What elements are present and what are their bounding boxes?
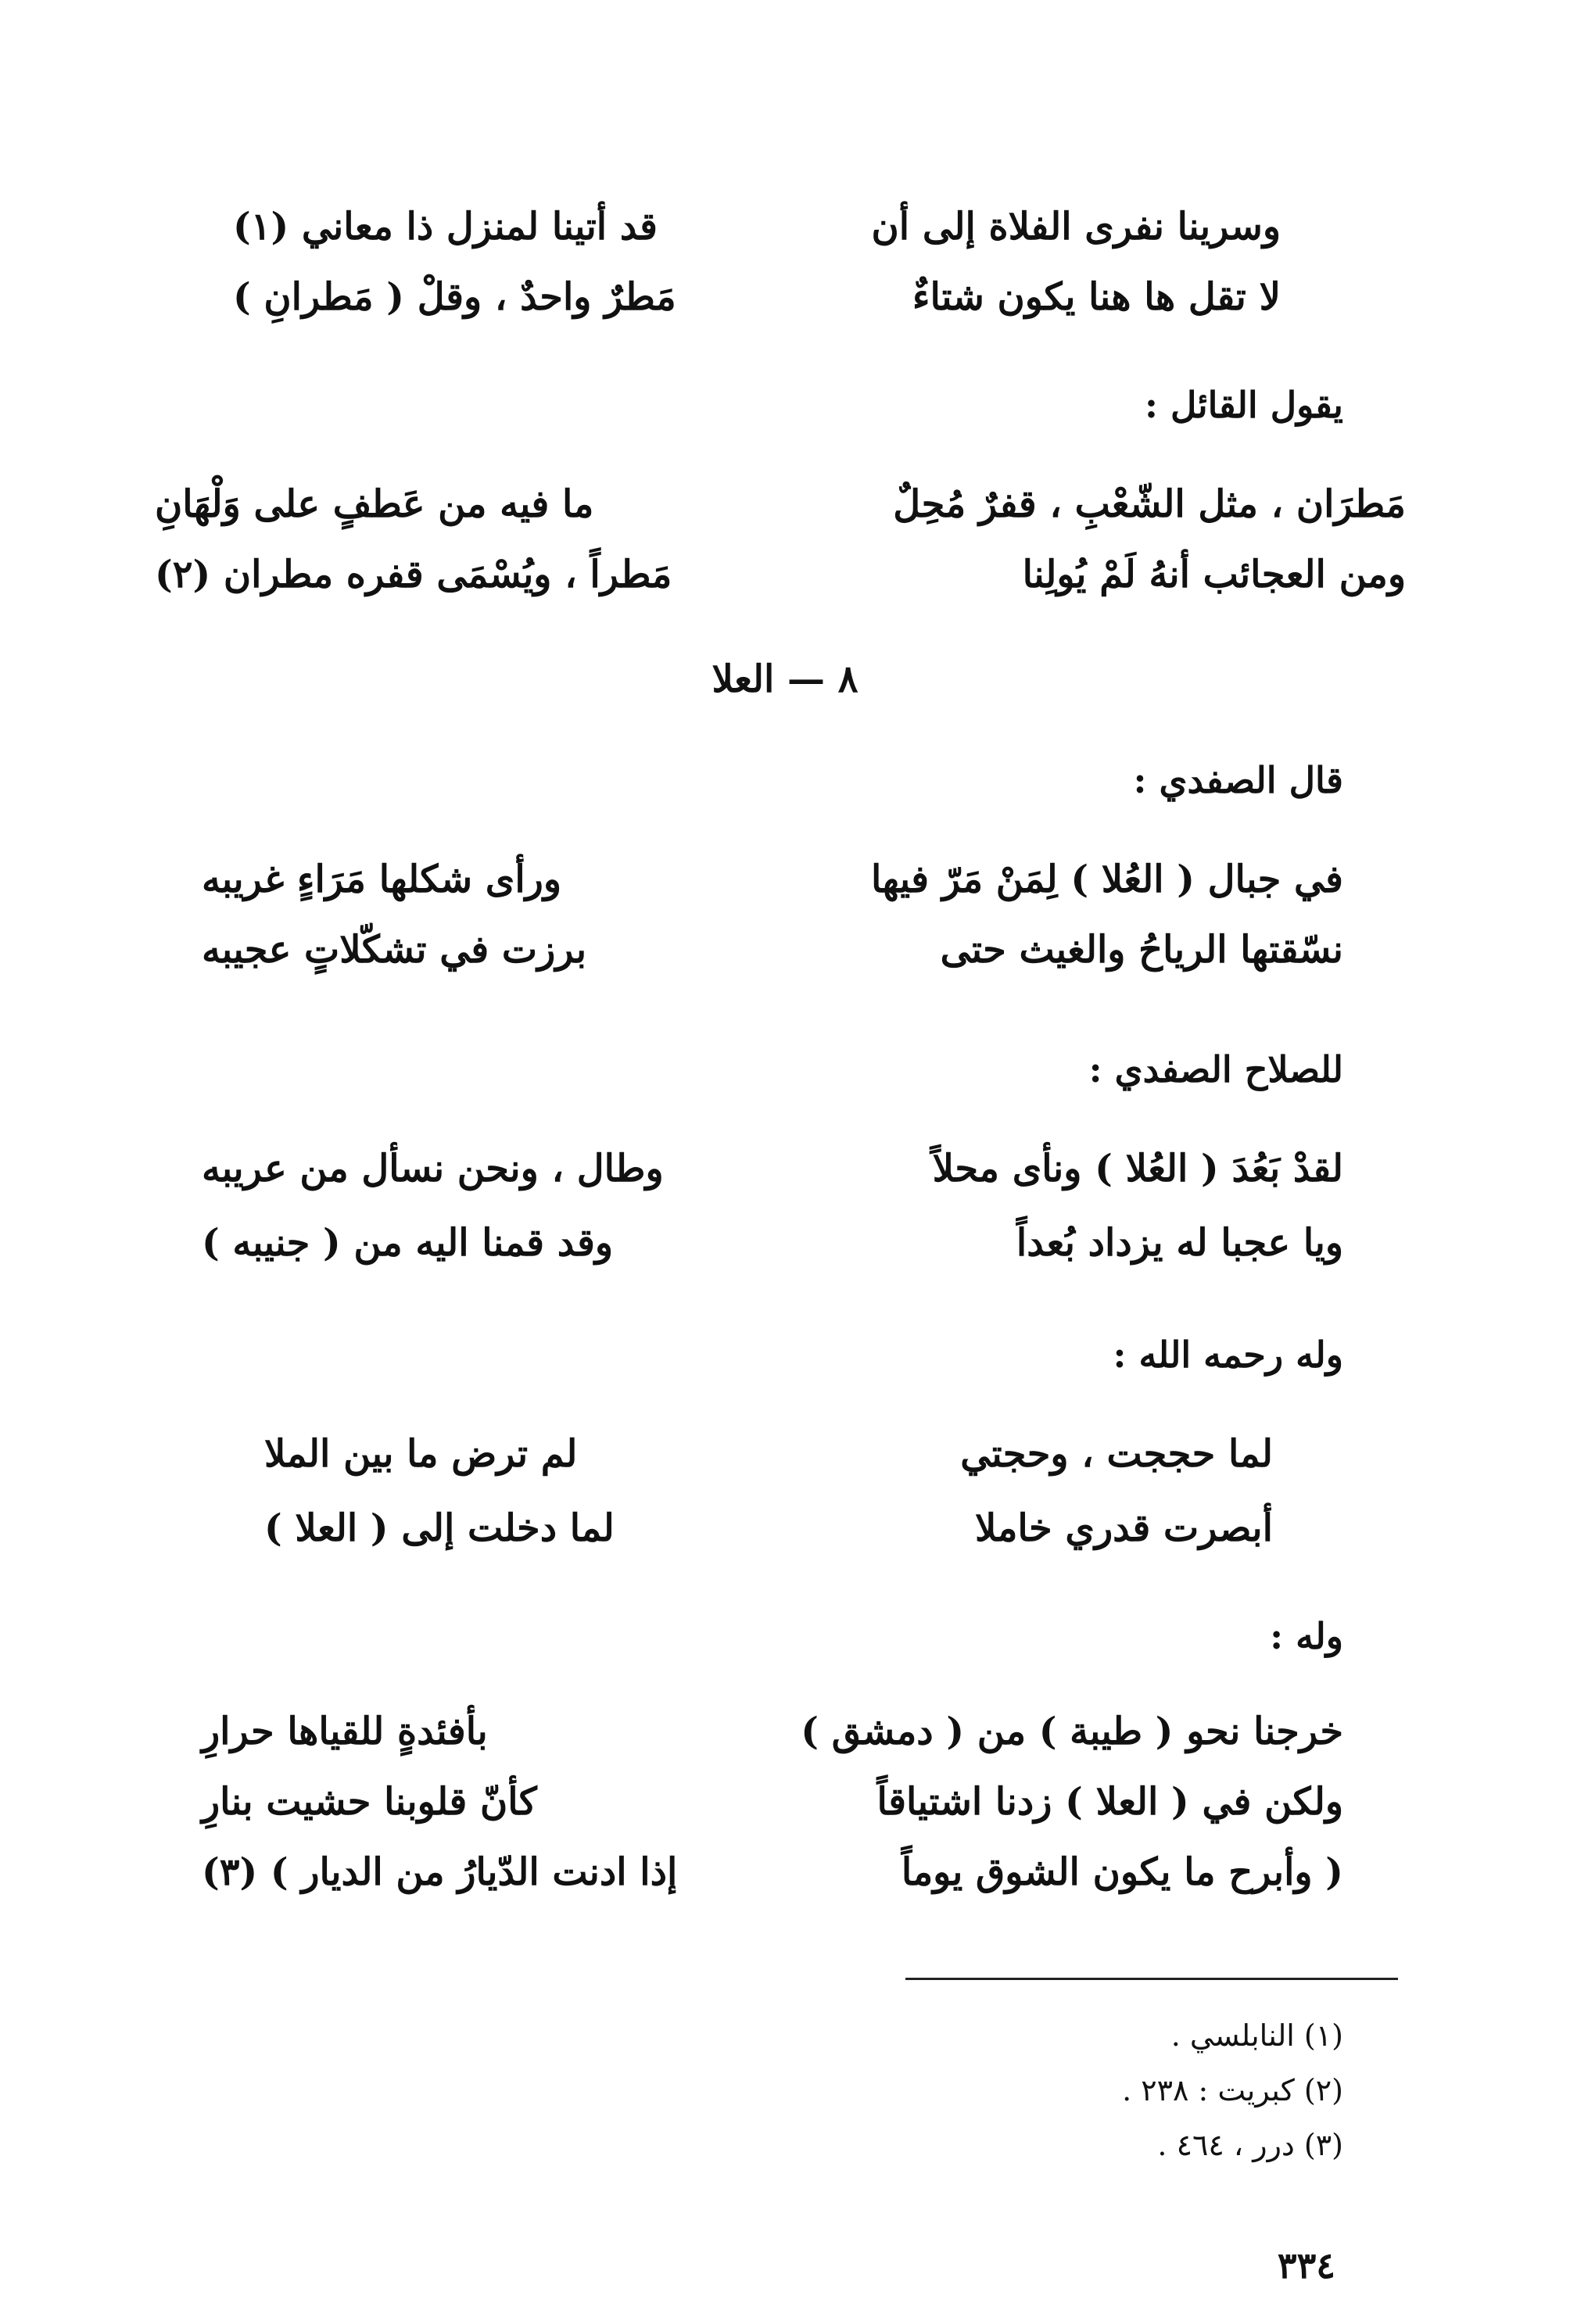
verse-left-hemistich: مَطراً ، ويُسْمَى قفره مطران (٢) — [155, 553, 672, 596]
verse-right-hemistich: لما حججت ، وحجتي — [960, 1432, 1273, 1476]
verse-left-hemistich: إذا ادنت الدّيارُ من الديار ) (٣) — [202, 1850, 678, 1894]
footnote: (٢) كبريت : ٢٣٨ . — [1122, 2073, 1343, 2107]
verse-line — [202, 911, 1343, 989]
speaker-heading: للصلاح الصفدي : — [1088, 1048, 1343, 1090]
speaker-heading: قال الصفدي : — [1133, 759, 1343, 801]
verse-left-hemistich: وقد قمنا اليه من ( جنيبه ) — [202, 1221, 614, 1265]
verse-left-hemistich: ورأى شكلها مَرَاءٍ غريبه — [202, 858, 562, 901]
verse-right-hemistich: ويا عجبا له يزداد بُعداً — [1016, 1221, 1343, 1265]
verse-left-hemistich: وطال ، ونحن نسأل من عريبه — [202, 1147, 664, 1191]
verse-line — [202, 840, 1343, 918]
verse-line — [233, 188, 1281, 266]
footnote: (٣) درر ، ٤٦٤ . — [1157, 2128, 1343, 2162]
verse-left-hemistich: بأفئدةٍ للقياها حرارِ — [202, 1710, 488, 1753]
verse-left-hemistich: لم ترض ما بين الملا — [264, 1432, 578, 1476]
verse-right-hemistich: خرجنا نحو ( طيبة ) من ( دمشق ) — [801, 1710, 1343, 1753]
verse-line — [202, 1763, 1343, 1841]
verse-line — [155, 465, 1406, 543]
verse-right-hemistich: أبصرت قدري خاملا — [975, 1506, 1273, 1550]
verse-left-hemistich: مَطرٌ واحدٌ ، وقلْ ( مَطرانِ ) — [233, 275, 676, 319]
speaker-heading: يقول القائل : — [1145, 384, 1343, 426]
verse-right-hemistich: لا تقل ها هنا يكون شتاءٌ — [912, 275, 1281, 319]
verse-right-hemistich: نسّقتها الرياحُ والغيث حتى — [940, 928, 1343, 972]
verse-right-hemistich: ولكن في ( العلا ) زدنا اشتياقاً — [876, 1780, 1343, 1824]
page-number: ٣٣٤ — [1277, 2244, 1335, 2286]
verse-left-hemistich: برزت في تشكّلاتٍ عجيبه — [202, 928, 587, 972]
section-title: ٨ — العلا — [712, 657, 858, 701]
footnote: (١) النابلسي . — [1170, 2018, 1343, 2053]
verse-right-hemistich: لقدْ بَعُدَ ( العُلا ) ونأى محلاً — [932, 1147, 1343, 1191]
verse-line — [202, 1204, 1343, 1282]
verse-line — [264, 1489, 1273, 1567]
verse-right-hemistich: ( وأبرح ما يكون الشوق يوماً — [901, 1850, 1343, 1894]
verse-left-hemistich: كأنّ قلوبنا حشيت بنارِ — [202, 1780, 537, 1824]
verse-line — [233, 258, 1281, 336]
verse-line — [202, 1692, 1343, 1771]
verse-line — [264, 1415, 1273, 1493]
verse-left-hemistich: لما دخلت إلى ( العلا ) — [264, 1506, 615, 1550]
footnote-separator — [905, 1978, 1398, 1980]
verse-right-hemistich: في جبال ( العُلا ) لِمَنْ مَرّ فيها — [870, 858, 1343, 901]
speaker-heading: وله رحمه الله : — [1113, 1334, 1343, 1376]
verse-line — [155, 535, 1406, 614]
speaker-heading: وله : — [1270, 1615, 1343, 1657]
verse-left-hemistich: قد أتينا لمنزل ذا معاني (١) — [233, 205, 658, 249]
verse-line — [202, 1833, 1343, 1911]
verse-right-hemistich: مَطرَان ، مثل الشّعْبِ ، قفرٌ مُحِلٌ — [893, 482, 1406, 526]
verse-left-hemistich: ما فيه من عَطفٍ على وَلْهَانِ — [155, 482, 594, 526]
verse-right-hemistich: وسرينا نفرى الفلاة إلى أن — [871, 205, 1281, 249]
verse-line — [202, 1130, 1343, 1208]
verse-right-hemistich: ومن العجائب أنهُ لَمْ يُولِنا — [1022, 553, 1406, 596]
